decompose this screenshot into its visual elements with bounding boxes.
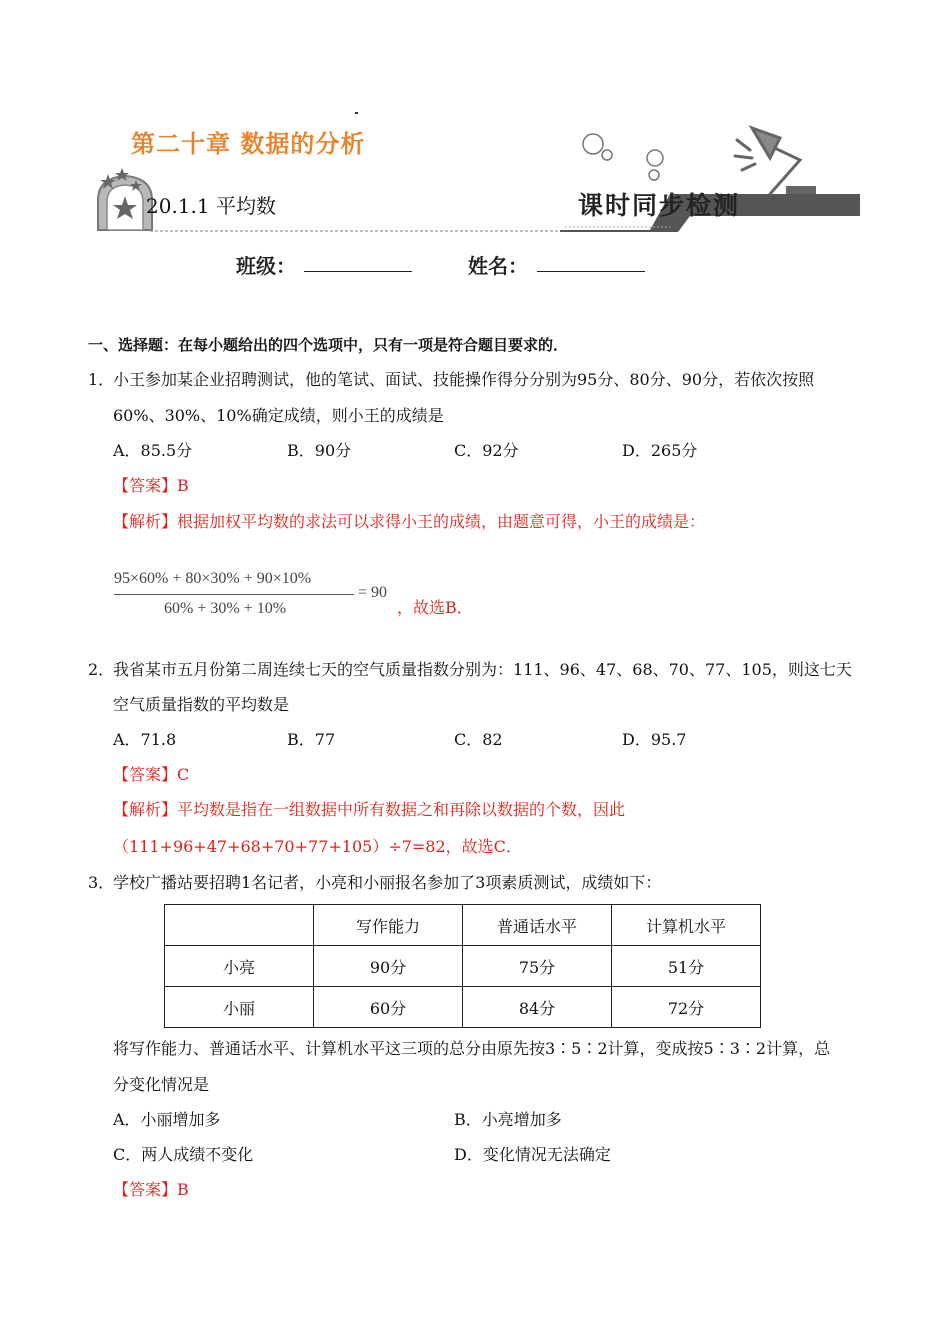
q3-option-c: C．两人成绩不变化 [113,1145,254,1164]
formula-denominator: 60% + 30% + 10% [164,600,287,617]
table-header-cell: 写作能力 [314,905,463,946]
table-header-cell [165,905,314,946]
q2-option-d: D．95.7 [622,730,687,749]
q1-text-line2: 60%、30%、10%确定成绩，则小王的成绩是 [113,406,444,425]
scores-table [164,904,761,1028]
chapter-title: 第二十章 数据的分析 [131,130,366,158]
q2-text-line1: 我省某市五月份第二周连续七天的空气质量指数分别为：111、96、47、68、70、77、105，则这七天 [113,660,852,679]
class-label: 班级： [236,254,296,278]
q3-number: 3． [88,873,115,892]
table-cell: 90分 [314,946,463,987]
table-header-cell: 普通话水平 [463,905,612,946]
bubbles-icon [583,134,663,180]
q1-answer: 【答案】B [113,476,189,495]
table-header-cell: 计算机水平 [612,905,761,946]
q1-analysis: 【解析】根据加权平均数的求法可以求得小王的成绩，由题意可得，小王的成绩是： [113,512,706,531]
q2-text-line2: 空气质量指数的平均数是 [113,695,290,714]
class-field[interactable] [304,251,412,272]
q1-option-d: D．265分 [622,441,698,460]
q2-number: 2． [88,660,115,679]
q3-option-b: B．小亮增加多 [454,1110,562,1129]
q3-answer: 【答案】B [113,1180,189,1199]
q3-text-line2: 将写作能力、普通话水平、计算机水平这三项的总分由原先按3∶5∶2计算，变成按5∶3∶2计算，总 [113,1039,831,1058]
formula-numerator: 95×60% + 80×30% + 90×10% [114,570,312,587]
formula-result: = 90 [358,584,388,601]
q1-conclusion: ，故选B． [397,598,473,617]
brand-text: 课时同步检测 [578,191,741,220]
table-cell: 84分 [463,987,612,1028]
q1-option-a: A．85.5分 [113,441,193,460]
desk-lamp-icon [735,128,816,194]
q1-text-line1: 小王参加某企业招聘测试，他的笔试、面试、技能操作得分分别为95分、80分、90分，若依次按照 [113,370,815,389]
q2-analysis: 【解析】平均数是指在一组数据中所有数据之和再除以数据的个数，因此 [113,800,626,819]
table-cell: 51分 [612,946,761,987]
q2-option-c: C．82 [454,730,503,749]
table-cell: 72分 [612,987,761,1028]
table-row [165,946,761,987]
table-cell: 60分 [314,987,463,1028]
q3-option-d: D．变化情况无法确定 [454,1145,611,1164]
q3-text-line1: 学校广播站要招聘1名记者，小亮和小丽报名参加了3项素质测试，成绩如下： [113,873,662,892]
section-instructions: 一、选择题：在每小题给出的四个选项中，只有一项是符合题目要求的． [88,336,569,354]
star-badge-icon [98,168,152,230]
q1-option-c: C．92分 [454,441,519,460]
table-cell: 75分 [463,946,612,987]
q2-option-a: A．71.8 [113,730,177,749]
name-field[interactable] [537,251,645,272]
table-row [165,987,761,1028]
table-header-row [165,905,761,946]
q2-calculation: （111+96+47+68+70+77+105）÷7=82，故选C． [113,837,522,856]
section-title: 20.1.1 平均数 [146,194,276,218]
q1-number: 1． [88,370,115,389]
fraction-bar [114,594,354,595]
q2-option-b: B．77 [287,730,336,749]
q2-answer: 【答案】C [113,765,190,784]
q3-text-line3: 分变化情况是 [113,1075,210,1094]
table-cell: 小亮 [165,946,314,987]
q3-option-a: A．小丽增加多 [113,1110,221,1129]
name-label: 姓名： [468,254,528,278]
table-cell: 小丽 [165,987,314,1028]
q1-option-b: B．90分 [287,441,352,460]
